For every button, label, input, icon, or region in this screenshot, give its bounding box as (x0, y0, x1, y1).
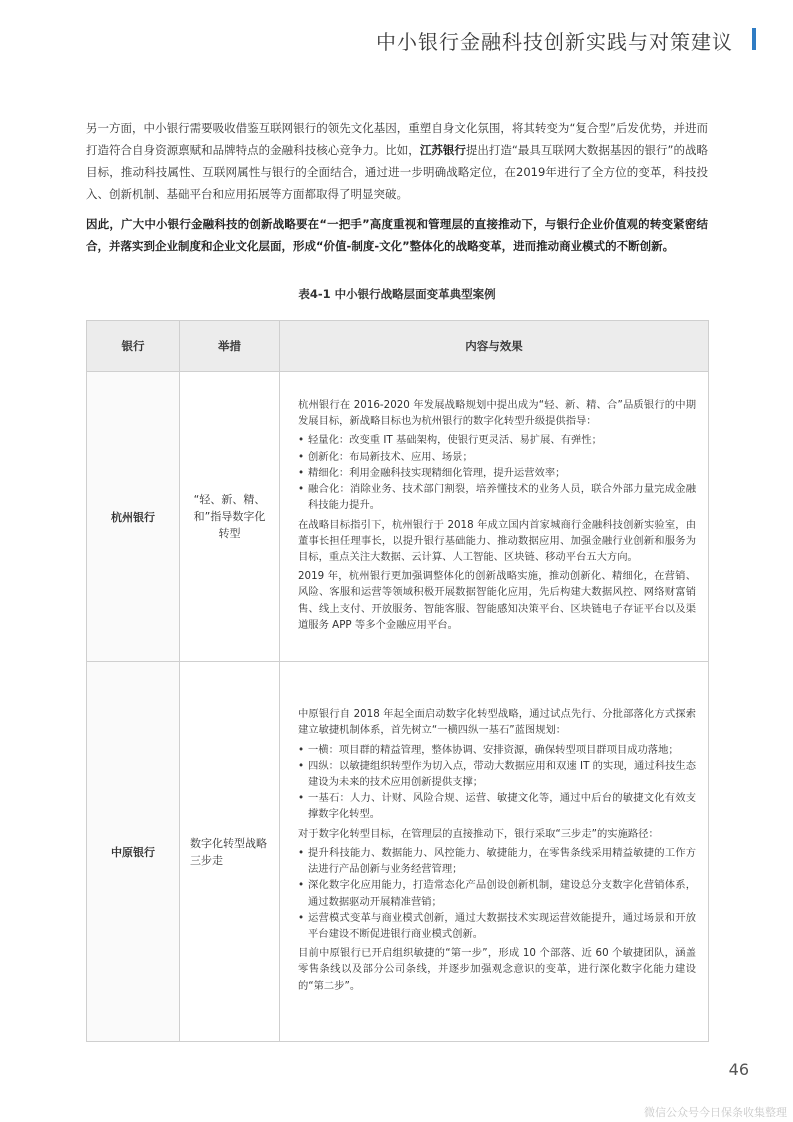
content-intro: 杭州银行在 2016-2020 年发展战略规划中提出成为“轻、新、精、合”品质银行的中期发展目标，新战略目标也为杭州银行的数字化转型升级提供指导： (298, 399, 696, 428)
list-item: • 提升科技能力、数据能力、风控能力、敏捷能力，在零售条线采用精益敏捷的工作方法进行产品创新与业务经营管理； (298, 845, 696, 877)
table-row (87, 662, 709, 1042)
paragraph-1 (86, 117, 708, 205)
paragraph-1-text-b: 提出打造“最具互联网大数据基因的银行”的战略目标，推动科技属性、互联网属性与银行的全面结合，通过进一步明确战略定位，在2019年进行了全方位的变革，科技投入、创新机制、基础平台和应用拓展等方面都取得了明显突破。 (86, 143, 708, 201)
cases-table (86, 320, 709, 1042)
header-accent-bar (752, 28, 756, 50)
list-item: • 一横：项目群的精益管理，整体协调、安排资源，确保转型项目群项目成功落地； (298, 742, 696, 758)
header-measure: 举措 (180, 321, 280, 372)
content-paragraph: 2019 年，杭州银行更加强调整体化的创新战略实施，推动创新化、精细化，在营销、风险、客服和运营等领域积极开展数据智能化应用，先后构建大数据风控、网络财富销售、线上支付、开放服务、智能客服、智能感知决策平台、区块链电子存证平台以及渠道服务 APP 等多个金融应用平台。 (298, 570, 696, 631)
bank-cell: 杭州银行 (87, 372, 180, 662)
list-item: • 四纵：以敏捷组织转型作为切入点，带动大数据应用和双速 IT 的实现，通过科技生态建设为未来的技术应用创新提供支撑； (298, 758, 696, 790)
header-content: 内容与效果 (280, 321, 709, 372)
content-bullets (298, 742, 696, 823)
table-header-row (87, 321, 709, 372)
list-item: • 创新化：布局新技术、应用、场景； (298, 449, 696, 465)
content-cell (280, 372, 709, 662)
content-paragraph: 在战略目标指引下，杭州银行于 2018 年成立国内首家城商行金融科技创新实验室，由董事长担任理事长，以提升银行基础能力、推动数据应用、加强金融行业创新和服务为目标，重点关注大数据、云计算、人工智能、区块链、移动平台五大方向。 (298, 518, 696, 563)
header-bank: 银行 (87, 321, 180, 372)
list-item: • 精细化：利用金融科技实现精细化管理，提升运营效率； (298, 465, 696, 481)
list-item: • 融合化：消除业务、技术部门割裂，培养懂技术的业务人员，联合外部力量完成金融科技能力提升。 (298, 481, 696, 513)
content-bullets (298, 845, 696, 942)
content-bullets (298, 432, 696, 513)
paragraph-2-bold: 因此，广大中小银行金融科技的创新战略要在“一把手”高度重视和管理层的直接推动下，与银行企业价值观的转变紧密结合，并落实到企业制度和企业文化层面，形成“价值-制度-文化”整体化的战略变革，进而推动商业模式的不断创新。 (86, 217, 708, 253)
header-title: 中小银行金融科技创新实践与对策建议 (376, 30, 733, 54)
list-item: • 轻量化：改变重 IT 基础架构，使银行更灵活、易扩展、有弹性； (298, 432, 696, 448)
content-intro: 中原银行自 2018 年起全面启动数字化转型战略，通过试点先行、分批部落化方式探索建立敏捷机制体系，首先树立“一横四纵一基石”蓝图规划： (298, 708, 696, 737)
content-paragraph: 目前中原银行已开启组织敏捷的“第一步”，形成 10 个部落、近 60 个敏捷团队，涵盖零售条线以及部分公司条线，并逐步加强观念意识的变革，进行深化数字化能力建设的“第二步”。 (298, 947, 696, 992)
list-item: • 深化数字化应用能力，打造常态化产品创设创新机制，建设总分支数字化营销体系，通过数据驱动开展精准营销； (298, 877, 696, 909)
paragraph-1-text-a: 另一方面，中小银行需要吸收借鉴互联网银行的领先文化基因，重塑自身文化氛围，将其转变为“复合型”后发优势，并进而打造符合自身资源禀赋和品牌特点的金融科技核心竞争力。比如， (86, 121, 708, 157)
bank-cell: 中原银行 (87, 662, 180, 1042)
measure-cell: 数字化转型战略三步走 (180, 662, 280, 1042)
page-number: 46 (728, 1060, 749, 1079)
content-paragraph: 对于数字化转型目标，在管理层的直接推动下，银行采取“三步走”的实施路径： (298, 827, 659, 840)
measure-cell: “轻、新、精、和”指导数字化转型 (180, 372, 280, 662)
table-row (87, 372, 709, 662)
table-caption: 表4-1 中小银行战略层面变革典型案例 (298, 287, 496, 301)
paragraph-1-bold: 江苏银行 (419, 143, 466, 157)
content-cell (280, 662, 709, 1042)
watermark-text: 微信公众号今日保条收集整理 (644, 1106, 787, 1119)
paragraph-2 (86, 213, 708, 257)
list-item: • 一基石：人力、计财、风险合规、运营、敏捷文化等，通过中后台的敏捷文化有效支撑数字化转型。 (298, 790, 696, 822)
list-item: • 运营模式变革与商业模式创新，通过大数据技术实现运营效能提升，通过场景和开放平台建设不断促进银行商业模式创新。 (298, 910, 696, 942)
